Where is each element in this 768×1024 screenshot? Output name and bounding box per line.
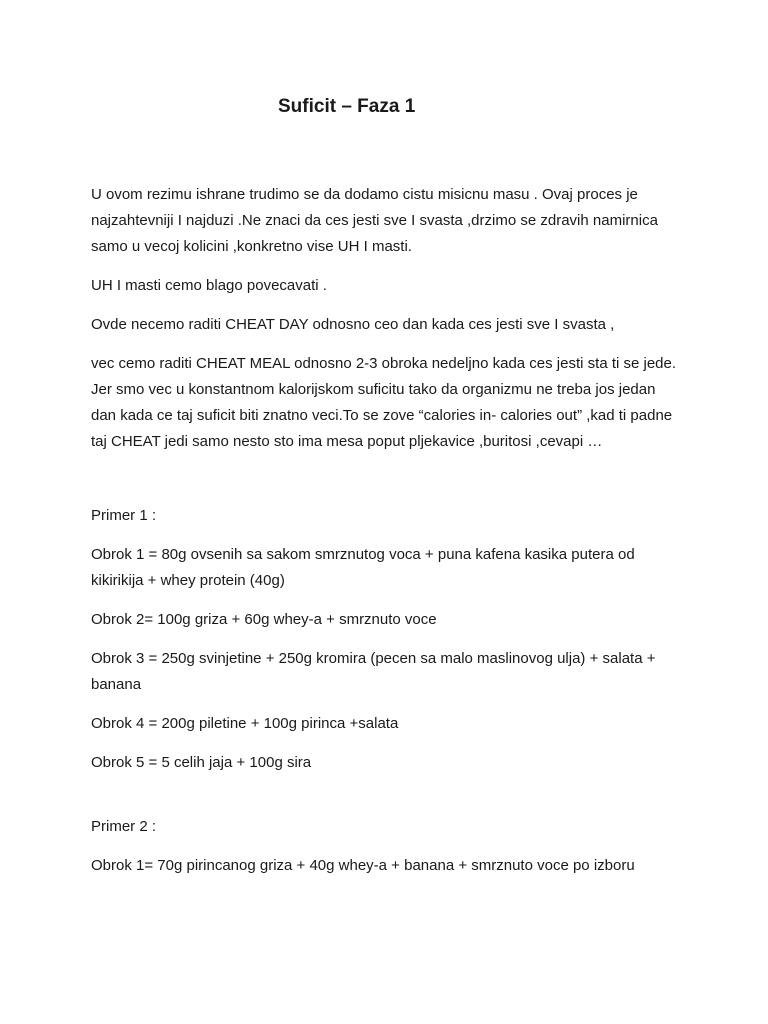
example-1-meal-1: Obrok 1 = 80g ovsenih sa sakom smrznutog voca + puna kafena kasika putera od kikirikija + whey protein (40g) — [91, 546, 635, 589]
intro-paragraph-3: Ovde necemo raditi CHEAT DAY odnosno ceo dan kada ces jesti sve I svasta , — [91, 316, 615, 333]
example-1-meal-3: Obrok 3 = 250g svinjetine + 250g kromira (pecen sa malo maslinovog ulja) + salata + banana — [91, 650, 656, 693]
example-1-meal-4: Obrok 4 = 200g piletine + 100g pirinca +salata — [91, 715, 399, 732]
example-2-heading: Primer 2 : — [91, 818, 157, 835]
example-1-meal-2: Obrok 2= 100g griza + 60g whey-a + smrznuto voce — [91, 611, 437, 628]
document-body — [91, 182, 691, 892]
example-1-heading: Primer 1 : — [91, 507, 157, 524]
example-2-meal-1: Obrok 1= 70g pirincanog griza + 40g whey-a + banana + smrznuto voce po izboru — [91, 857, 635, 874]
intro-paragraph-4: vec cemo raditi CHEAT MEAL odnosno 2-3 obroka nedeljno kada ces jesti sta ti se jede. Jer smo vec u konstantnom kalorijskom suficitu tako da organizmu ne treba jos jedan dan kada ce taj suficit biti znatno veci.To se zove “calories in- calories out” ,kad ti padne taj CHEAT jedi samo nesto sto ima mesa poput pljekavice ,buritosi ,cevapi … — [91, 355, 677, 450]
document-title: Suficit – Faza 1 — [278, 96, 416, 117]
intro-paragraph-2: UH I masti cemo blago povecavati . — [91, 277, 327, 294]
intro-paragraph-1: U ovom rezimu ishrane trudimo se da dodamo cistu misicnu masu . Ovaj proces je najzahtevniji I najduzi .Ne znaci da ces jesti sve I svasta ,drzimo se zdravih namirnica samo u vecoj kolicini ,konkretno vise UH I masti. — [91, 186, 658, 255]
example-1-meal-5: Obrok 5 = 5 celih jaja + 100g sira — [91, 754, 312, 771]
